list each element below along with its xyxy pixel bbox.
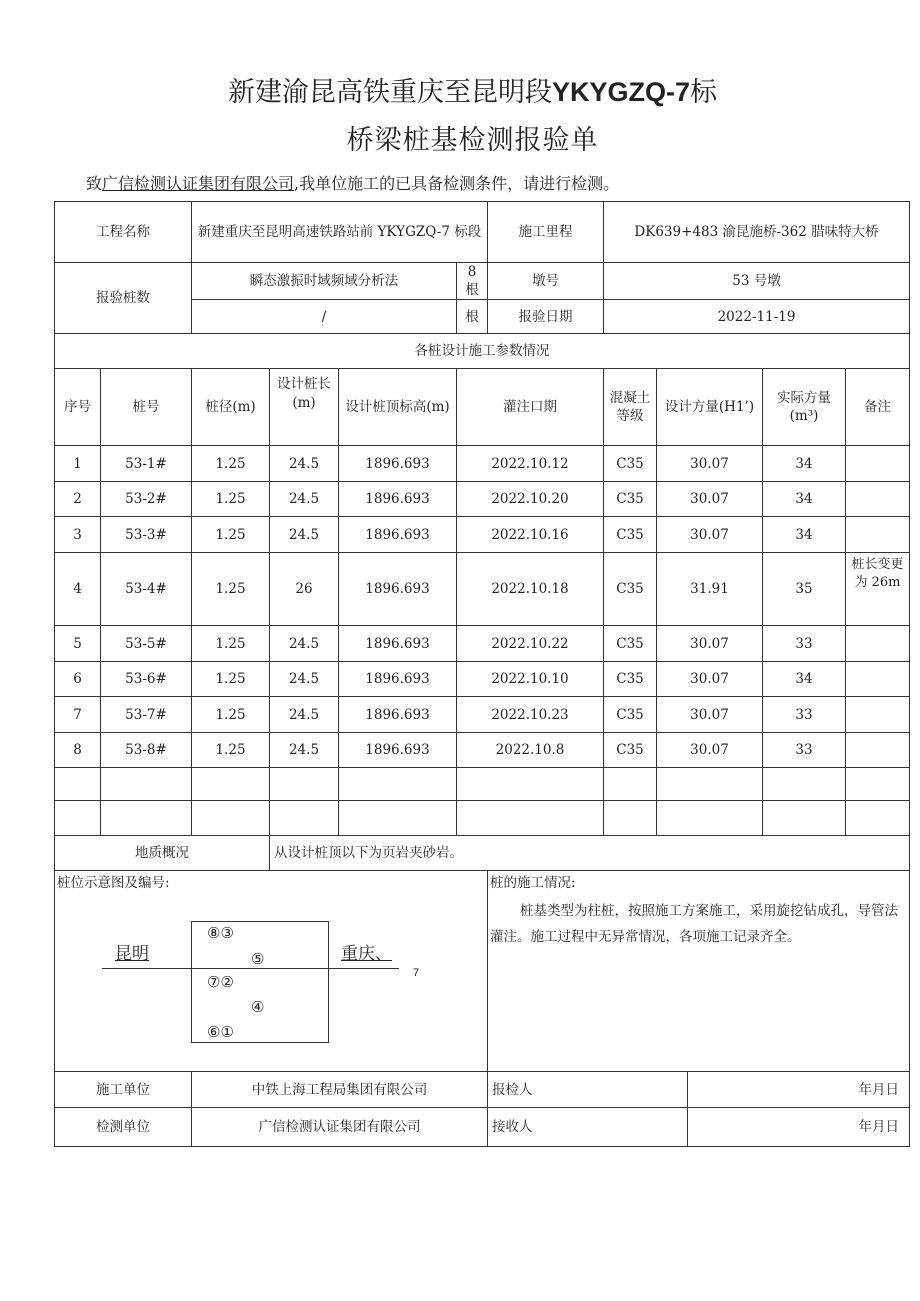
date-row: / 根 报验日期 2022-11-19: [55, 300, 910, 334]
remark-cell: 桩长变更为 26m: [846, 553, 910, 626]
empty-row: [55, 801, 910, 836]
table-row: 6 53-6# 1.25 24.5 1896.693 2022.10.10 C35 30.07 34: [55, 662, 910, 697]
report-table: [54, 201, 910, 1147]
params-title: 各桩设计施工参数情况: [55, 334, 910, 369]
pier-number: 53 号墩: [604, 263, 910, 300]
pile-count-row: 报验桩数 瞬态激振时域频域分析法 8 根 墩号 53 号墩: [55, 263, 910, 300]
inspector-name: 广信检测认证集团有限公司: [192, 1108, 488, 1147]
construction-text: 桩基类型为柱桩，按照施工方案施工，采用旋挖钻成孔，导管法灌注。施工过程中无异常情况，各项施工记录齐全。: [490, 903, 898, 946]
table-row: 5 53-5# 1.25 24.5 1896.693 2022.10.22 C35 30.07 33: [55, 626, 910, 662]
document-title-line1: 新建渝昆高铁重庆至昆明段YKYGZQ-7标: [227, 77, 718, 108]
table-row: 3 53-3# 1.25 24.5 1896.693 2022.10.16 C35 30.07 34: [55, 517, 910, 553]
sketch-row: [55, 871, 910, 1072]
centerline-left: [102, 968, 192, 969]
builder-row: 施工单位 中铁上海工程局集团有限公司 报检人 年月日: [55, 1072, 910, 1108]
recipient-company: 广信检测认证集团有限公司: [102, 174, 295, 193]
pile-count: 8 根: [457, 263, 488, 300]
table-row: 8 53-8# 1.25 24.5 1896.693 2022.10.8 C35 30.07 33: [55, 733, 910, 768]
left-city: 昆明: [115, 944, 149, 965]
pile-marks-row3: ⑦②: [207, 973, 234, 992]
table-row: 1 53-1# 1.25 24.5 1896.693 2022.10.12 C35 30.07 34: [55, 446, 910, 482]
intro-line: 致广信检测认证集团有限公司,我单位施工的已具备检测条件，请进行检测。: [86, 174, 620, 193]
pile-marks-row2: ⑤: [251, 950, 265, 969]
pile-marks-row4: ④: [251, 998, 265, 1017]
table-row: 2 53-2# 1.25 24.5 1896.693 2022.10.20 C35 30.07 34: [55, 482, 910, 517]
empty-row: [55, 768, 910, 801]
pile-marks-row5: ⑥①: [207, 1023, 234, 1042]
right-city: 重庆、: [341, 944, 392, 965]
geology-row: 地质概况 从设计桩顶以下为页岩夹砂岩。: [55, 836, 910, 871]
mileage: DK639+483 渝昆施桥-362 腊味特大桥: [604, 202, 910, 263]
table-row: 7 53-7# 1.25 24.5 1896.693 2022.10.23 C35 30.07 33: [55, 697, 910, 733]
column-header-row: 序号 桩号 桩径(m) 设计桩长(m) 设计桩顶标高(m) 灌注口期 混凝土等级 设计方量(H1’) 实际方量(m³) 备注: [55, 369, 910, 446]
pile-layout-sketch: 桩位示意图及编号: 昆明 重庆、 7 ⑧③ ⑤ ⑦② ④ ⑥①: [57, 875, 420, 1042]
project-row: 工程名称 新建重庆至昆明高速铁路站前 YKYGZQ-7 标段 施工里程 DK639+483 渝昆施桥-362 腊味特大桥: [55, 202, 910, 263]
table-row: 4 53-4# 1.25 26 1896.693 2022.10.18 C35 31.91 35 桩长变更为 26m: [55, 553, 910, 626]
construction-section: 桩的施工情况: 桩基类型为柱桩，按照施工方案施工，采用旋挖钻成孔，导管法灌注。施工过程中无异常情况，各项施工记录齐全。: [488, 871, 909, 1071]
project-name: 新建重庆至昆明高速铁路站前 YKYGZQ-7 标段: [192, 202, 488, 263]
pile-marks-row1: ⑧③: [207, 924, 234, 943]
builder-name: 中铁上海工程局集团有限公司: [192, 1072, 488, 1108]
inspector-row: 检测单位 广信检测认证集团有限公司 接收人 年月日: [55, 1108, 910, 1147]
test-method: 瞬态激振时域频域分析法: [192, 263, 457, 300]
document-title-line2: 桥梁桩基检测报验单: [346, 125, 599, 156]
report-date: 2022-11-19: [604, 300, 910, 334]
geology-text: 从设计桩顶以下为页岩夹砂岩。: [270, 836, 910, 871]
centerline-right: [329, 968, 399, 969]
